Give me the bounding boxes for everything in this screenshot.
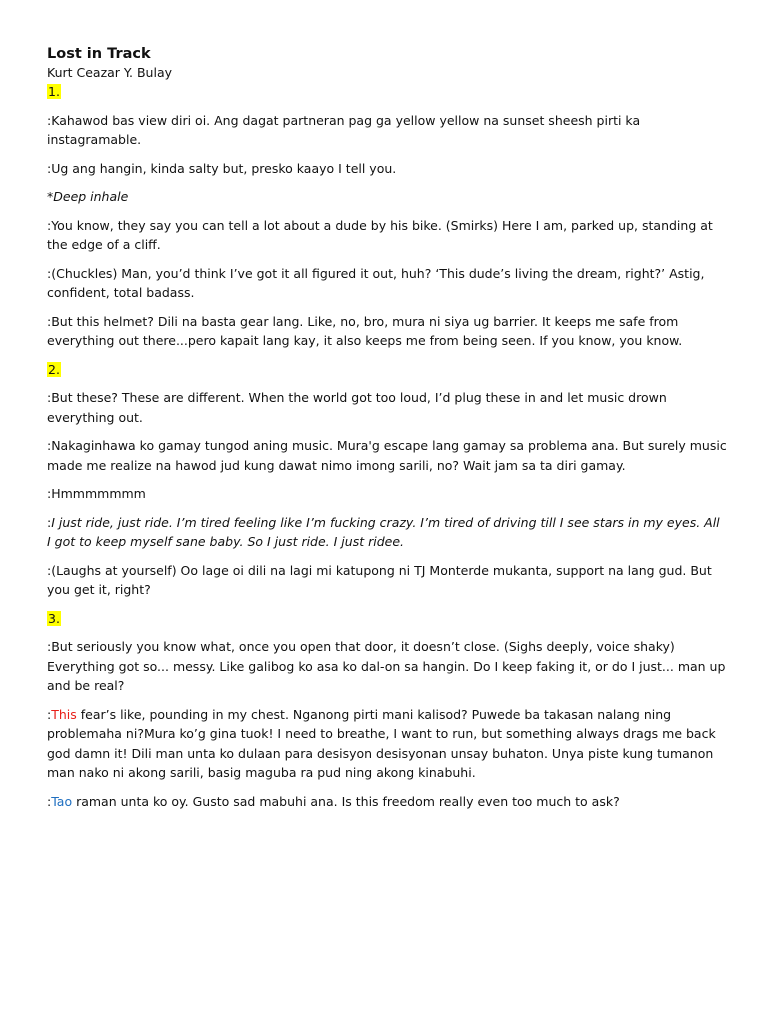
paragraph: :You know, they say you can tell a lot about a dude by his bike. (Smirks) Here I am, parked up, standing at the edge of a cliff.: [47, 217, 713, 252]
section-number-1: [47, 82, 727, 102]
highlight-marker: 3.: [48, 610, 60, 626]
red-word: This: [51, 706, 77, 722]
paragraph: :But these? These are different. When the world got too loud, I’d plug these in and let music drown everything out.: [47, 390, 667, 425]
paragraph: :Hmmmmmmm: [47, 486, 146, 501]
lyrics-prefix: :: [47, 514, 52, 530]
section-number-2: [47, 360, 727, 380]
paragraph-prefix: :: [47, 793, 52, 809]
document-author: Kurt Ceazar Y. Bulay: [47, 65, 172, 80]
document-title: Lost in Track: [47, 46, 151, 62]
blue-word: Tao: [51, 793, 73, 809]
paragraph: :(Chuckles) Man, you’d think I’ve got it all figured it out, huh? ‘This dude’s living the dream, right?’ Astig, confident, total badass.: [47, 265, 705, 300]
paragraph: :But seriously you know what, once you open that door, it doesn’t close. (Sighs deeply, voice shaky) Everything got so... messy. Like galibog ko asa ko dal-on sa hangin. Do I keep faking it, or do I just... man up and be real?: [47, 639, 726, 693]
paragraph: :Nakaginhawa ko gamay tungod aning music. Mura'g escape lang gamay sa problema ana. But surely music made me realize na hawod jud kung dawat nimo imong sarili, no? Wait jam sa ta diri gamay.: [47, 438, 727, 473]
highlight-marker: 2.: [48, 361, 60, 377]
stage-direction: *Deep inhale: [47, 189, 129, 204]
paragraph: :Kahawod bas view diri oi. Ang dagat partneran pag ga yellow yellow na sunset sheesh pirti ka instagramable.: [47, 112, 641, 147]
paragraph-rest: fear’s like, pounding in my chest. Nganong pirti mani kalisod? Puwede ba takasan nalang ning problemaha ni?Mura ko’g gina tuok! I need to breathe, I want to run, but something always drags me back god damn it! Dili man unta ko dulaan para desisyon desisyonan unsay buhaton. Unya piste kung tumanon man nako ni akong sarili, basig maguba ra pud ning akong kinabuhi.: [47, 706, 716, 780]
document-page: [47, 44, 727, 820]
paragraph: :(Laughs at yourself) Oo lage oi dili na lagi mi katupong ni TJ Monterde mukanta, support na lang gud. But you get it, right?: [47, 562, 712, 597]
section-number-3: [47, 609, 727, 629]
paragraph: :Ug ang hangin, kinda salty but, presko kaayo I tell you.: [47, 160, 397, 176]
lyrics-text: I just ride, just ride. I’m tired feeling like I’m fucking crazy. I’m tired of driving till I see stars in my eyes. All I got to keep myself sane baby. So I just ride. I just ridee.: [47, 514, 720, 549]
paragraph: :But this helmet? Dili na basta gear lang. Like, no, bro, mura ni siya ug barrier. It keeps me safe from everything out there...pero kapait lang kay, it also keeps me from being seen. If you know, you know.: [47, 313, 683, 348]
lyrics-paragraph: [47, 513, 727, 552]
paragraph-prefix: :: [47, 706, 52, 722]
paragraph-colored-2: [47, 792, 727, 812]
paragraph-colored-1: [47, 705, 727, 783]
highlight-marker: 1.: [48, 84, 60, 99]
paragraph-rest: raman unta ko oy. Gusto sad mabuhi ana. Is this freedom really even too much to ask?: [72, 793, 620, 809]
